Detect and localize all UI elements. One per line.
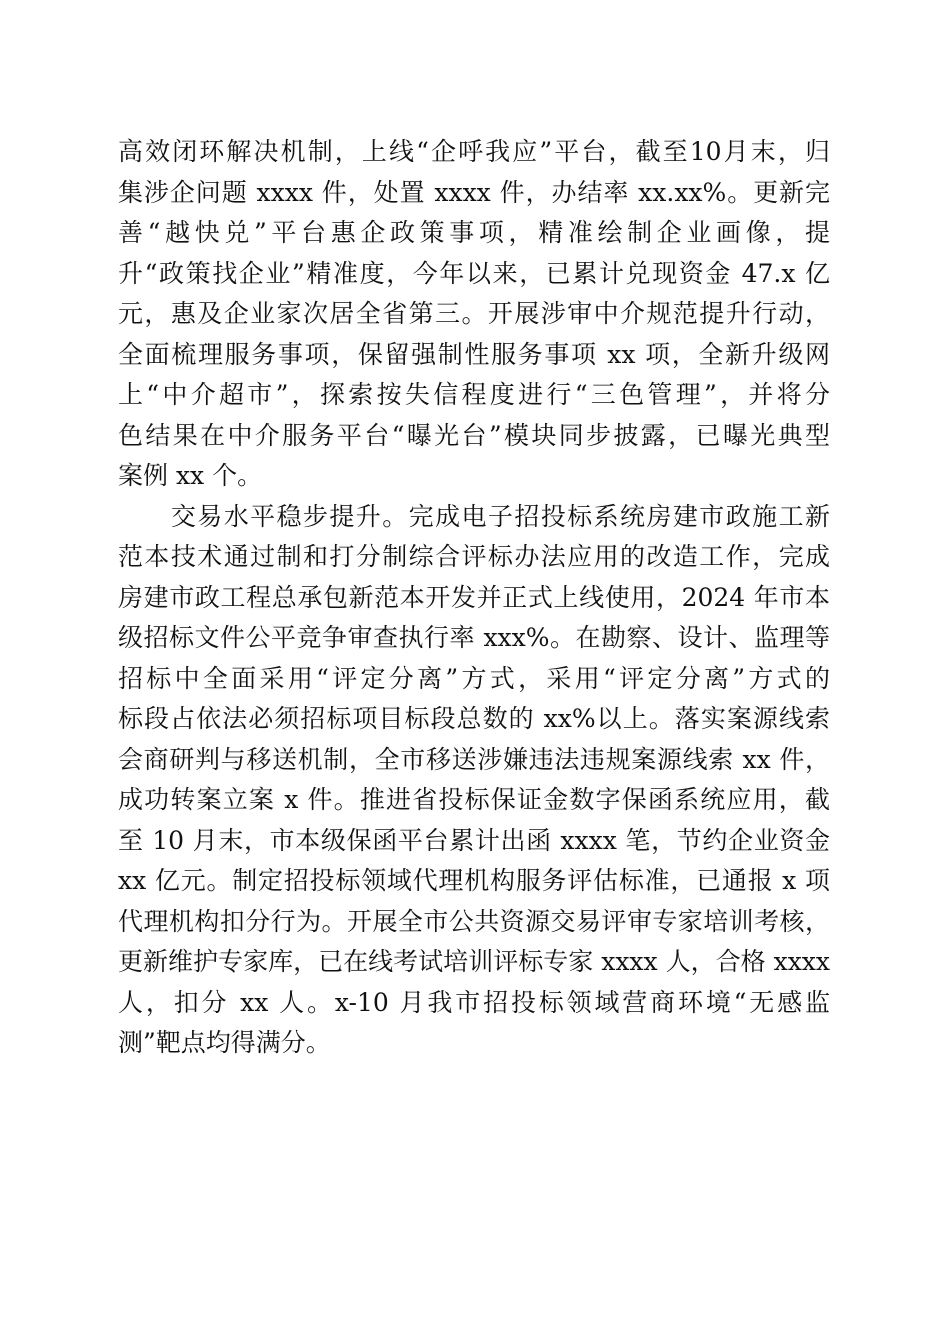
text-line: 招标中全面采用“评定分离”方式，采用“评定分离”方式的 (118, 663, 830, 693)
text-line: 标段占依法必须招标项目标段总数的 xx%以上。落实案源线索 (118, 704, 830, 733)
text-line: 善“越快兑”平台惠企政策事项，精准绘制企业画像，提 (118, 218, 830, 247)
text-line: 代理机构扣分行为。开展全市公共资源交易评审专家培训考核， (118, 906, 830, 936)
text-line: 交易水平稳步提升。完成电子招投标系统房建市政施工新 (118, 501, 830, 531)
text-line: 会商研判与移送机制，全市移送涉嫌违法违规案源线索 xx 件， (118, 744, 830, 774)
text-line: 上“中介超市”，探索按失信程度进行“三色管理”，并将分 (118, 380, 830, 409)
text-line: xx 亿元。制定招投标领域代理机构服务评估标准，已通报 x 项 (118, 866, 830, 895)
text-line: 案例 xx 个。 (118, 461, 263, 490)
text-line: 更新维护专家库，已在线考试培训评标专家 xxxx 人，合格 xxxx (118, 947, 830, 976)
text-line: 测”靶点均得满分。 (118, 1028, 331, 1057)
paragraph-trading-level (118, 497, 830, 1064)
text-line: 成功转案立案 x 件。推进省投标保证金数字保函系统应用，截 (118, 785, 830, 814)
text-line: 元，惠及企业家次居全省第三。开展涉审中介规范提升行动， (118, 299, 830, 328)
document-body (118, 132, 830, 1064)
text-line: 房建市政工程总承包新范本开发并正式上线使用，2024 年市本 (118, 582, 830, 612)
text-line: 人，扣分 xx 人。x-10 月我市招投标领域营商环境“无感监 (118, 987, 830, 1017)
text-line: 全面梳理服务事项，保留强制性服务事项 xx 项，全新升级网 (118, 339, 830, 369)
paragraph-enterprise-services (118, 132, 830, 497)
text-line: 范本技术通过制和打分制综合评标办法应用的改造工作，完成 (118, 542, 830, 571)
text-line: 色结果在中介服务平台“曝光台”模块同步披露，已曝光典型 (118, 420, 830, 450)
text-line: 至 10 月末，市本级保函平台累计出函 xxxx 笔，节约企业资金 (118, 825, 830, 855)
text-line: 升“政策找企业”精准度，今年以来，已累计兑现资金 47.x 亿 (118, 258, 830, 288)
text-line: 高效闭环解决机制，上线“企呼我应”平台，截至10月末，归 (118, 137, 830, 166)
text-line: 集涉企问题 xxxx 件，处置 xxxx 件，办结率 xx.xx%。更新完 (118, 177, 830, 207)
text-line: 级招标文件公平竞争审查执行率 xxx%。在勘察、设计、监理等 (118, 623, 830, 652)
